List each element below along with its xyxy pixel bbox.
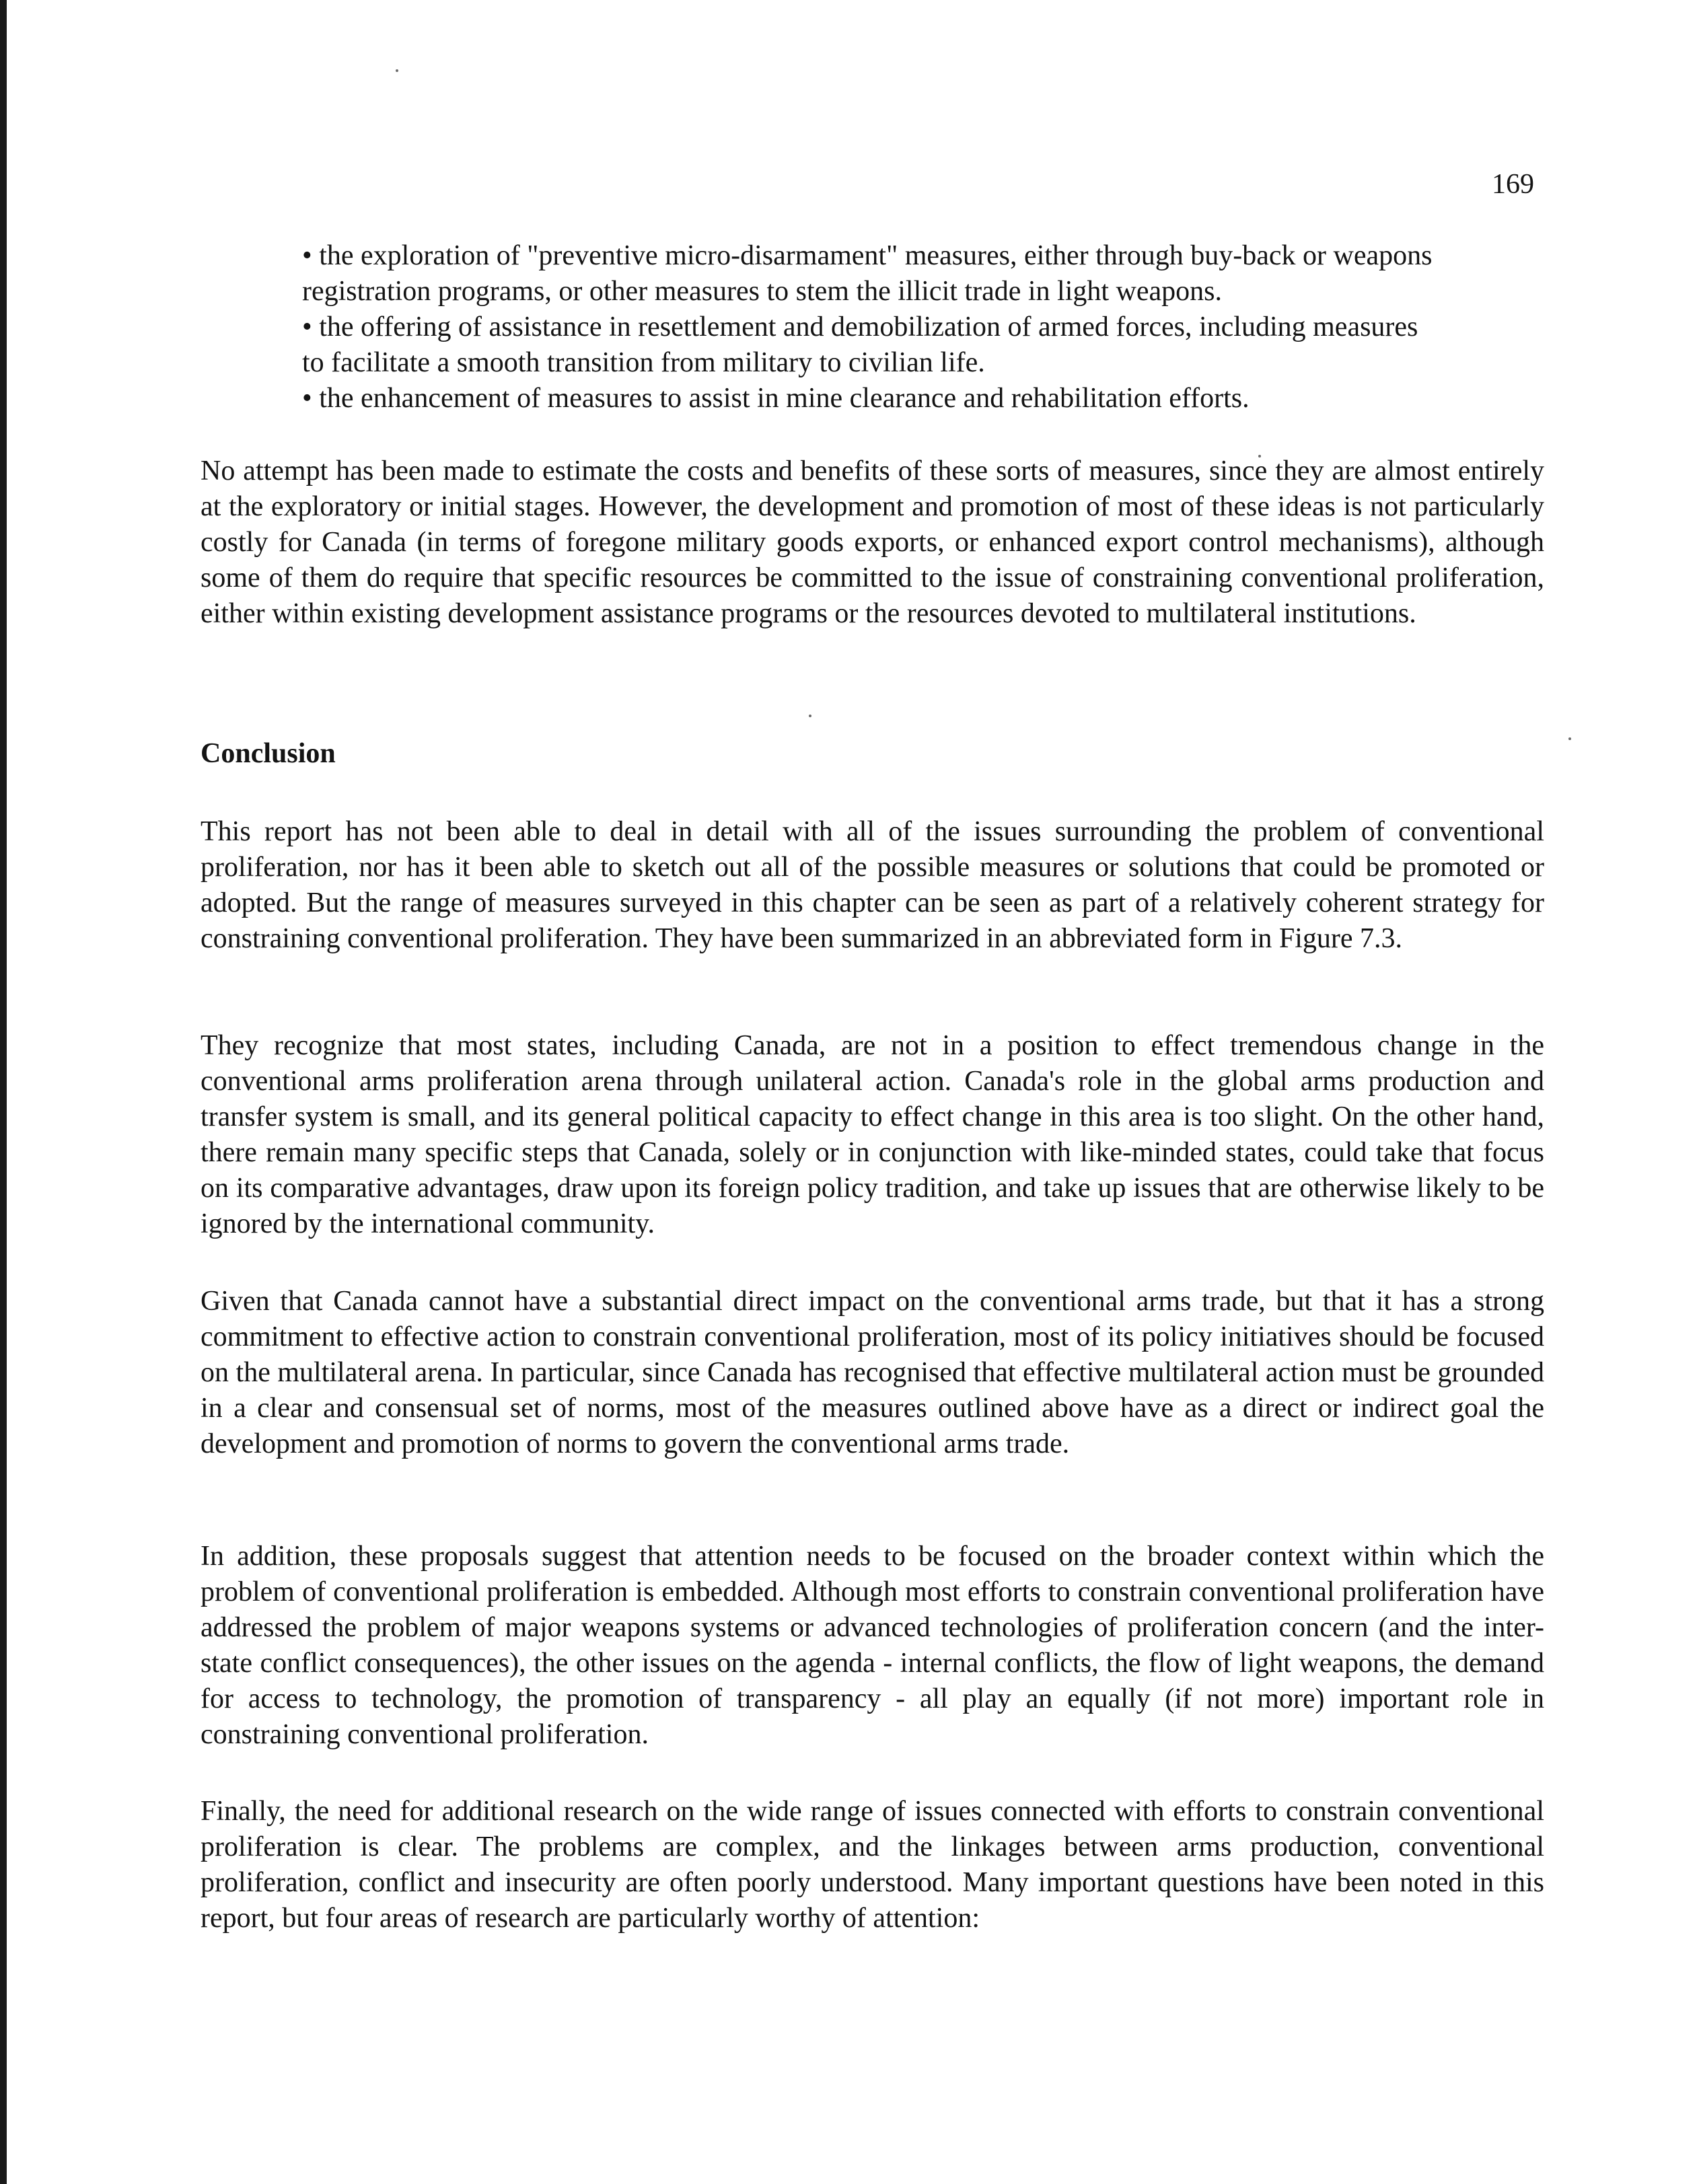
bullet-item: • the offering of assistance in resettlement and demobilization of armed forces, including measures to facilitate a smooth transition from military to civilian life.: [302, 310, 1446, 381]
bullet-list: [302, 238, 1446, 416]
section-heading: Conclusion: [201, 738, 336, 769]
scan-speck: [1568, 737, 1571, 740]
conclusion-paragraph: They recognize that most states, including Canada, are not in a position to effect tremendous change in the conventional arms proliferation arena through unilateral action. Canada's role in the global arms production and transfer system is small, and its general political capacity to effect change in this area is too slight. On the other hand, there remain many specific steps that Canada, solely or in conjunction with like-minded states, could take that focus on its comparative advantages, draw upon its foreign policy tradition, and take up issues that are otherwise likely to be ignored by the international community.: [201, 1030, 1544, 1239]
page-number: 169: [1492, 169, 1534, 200]
bullet-item: • the exploration of "preventive micro-disarmament" measures, either through buy-back or weapons registration programs, or other measures to stem the illicit trade in light weapons.: [302, 238, 1446, 310]
conclusion-paragraph: Finally, the need for additional research on the wide range of issues connected with efforts to constrain conventional proliferation is clear. The problems are complex, and the linkages between arms production, conventional proliferation, conflict and insecurity are often poorly understood. Many important questions have been noted in this report, but four areas of research are particularly worthy of attention:: [201, 1796, 1544, 1934]
conclusion-paragraph: Given that Canada cannot have a substantial direct impact on the conventional arms trade, but that it has a strong commitment to effective action to constrain conventional proliferation, most of its policy initiatives should be focused on the multilateral arena. In particular, since Canada has recognised that effective multilateral action must be grounded in a clear and consensual set of norms, most of the measures outlined above have as a direct or indirect goal the development and promotion of norms to govern the conventional arms trade.: [201, 1286, 1544, 1459]
scan-speck: [809, 715, 811, 717]
bullet-item: • the enhancement of measures to assist in mine clearance and rehabilitation efforts.: [302, 381, 1446, 416]
conclusion-paragraph: In addition, these proposals suggest that attention needs to be focused on the broader context within which the problem of conventional proliferation is embedded. Although most efforts to constrain conventional proliferation have addressed the problem of major weapons systems or advanced technologies of proliferation concern (and the inter-state conflict consequences), the other issues on the agenda - internal conflicts, the flow of light weapons, the demand for access to technology, the promotion of transparency - all play an equally (if not more) important role in constraining conventional proliferation.: [201, 1541, 1544, 1750]
body-paragraph: No attempt has been made to estimate the costs and benefits of these sorts of measures, since they are almost entirely at the exploratory or initial stages. However, the development and promotion of most of these ideas is not particularly costly for Canada (in terms of foregone military goods exports, or enhanced export control mechanisms), although some of them do require that specific resources be committed to the issue of constraining conventional proliferation, either within existing development assistance programs or the resources devoted to multilateral institutions.: [201, 456, 1544, 629]
scan-speck: [396, 69, 398, 72]
conclusion-paragraph: This report has not been able to deal in detail with all of the issues surrounding the problem of conventional proliferation, nor has it been able to sketch out all of the possible measures or solutions that could be promoted or adopted. But the range of measures surveyed in this chapter can be seen as part of a relatively coherent strategy for constraining conventional proliferation. They have been summarized in an abbreviated form in Figure 7.3.: [201, 816, 1544, 954]
page-left-edge-rule: [0, 0, 7, 2184]
